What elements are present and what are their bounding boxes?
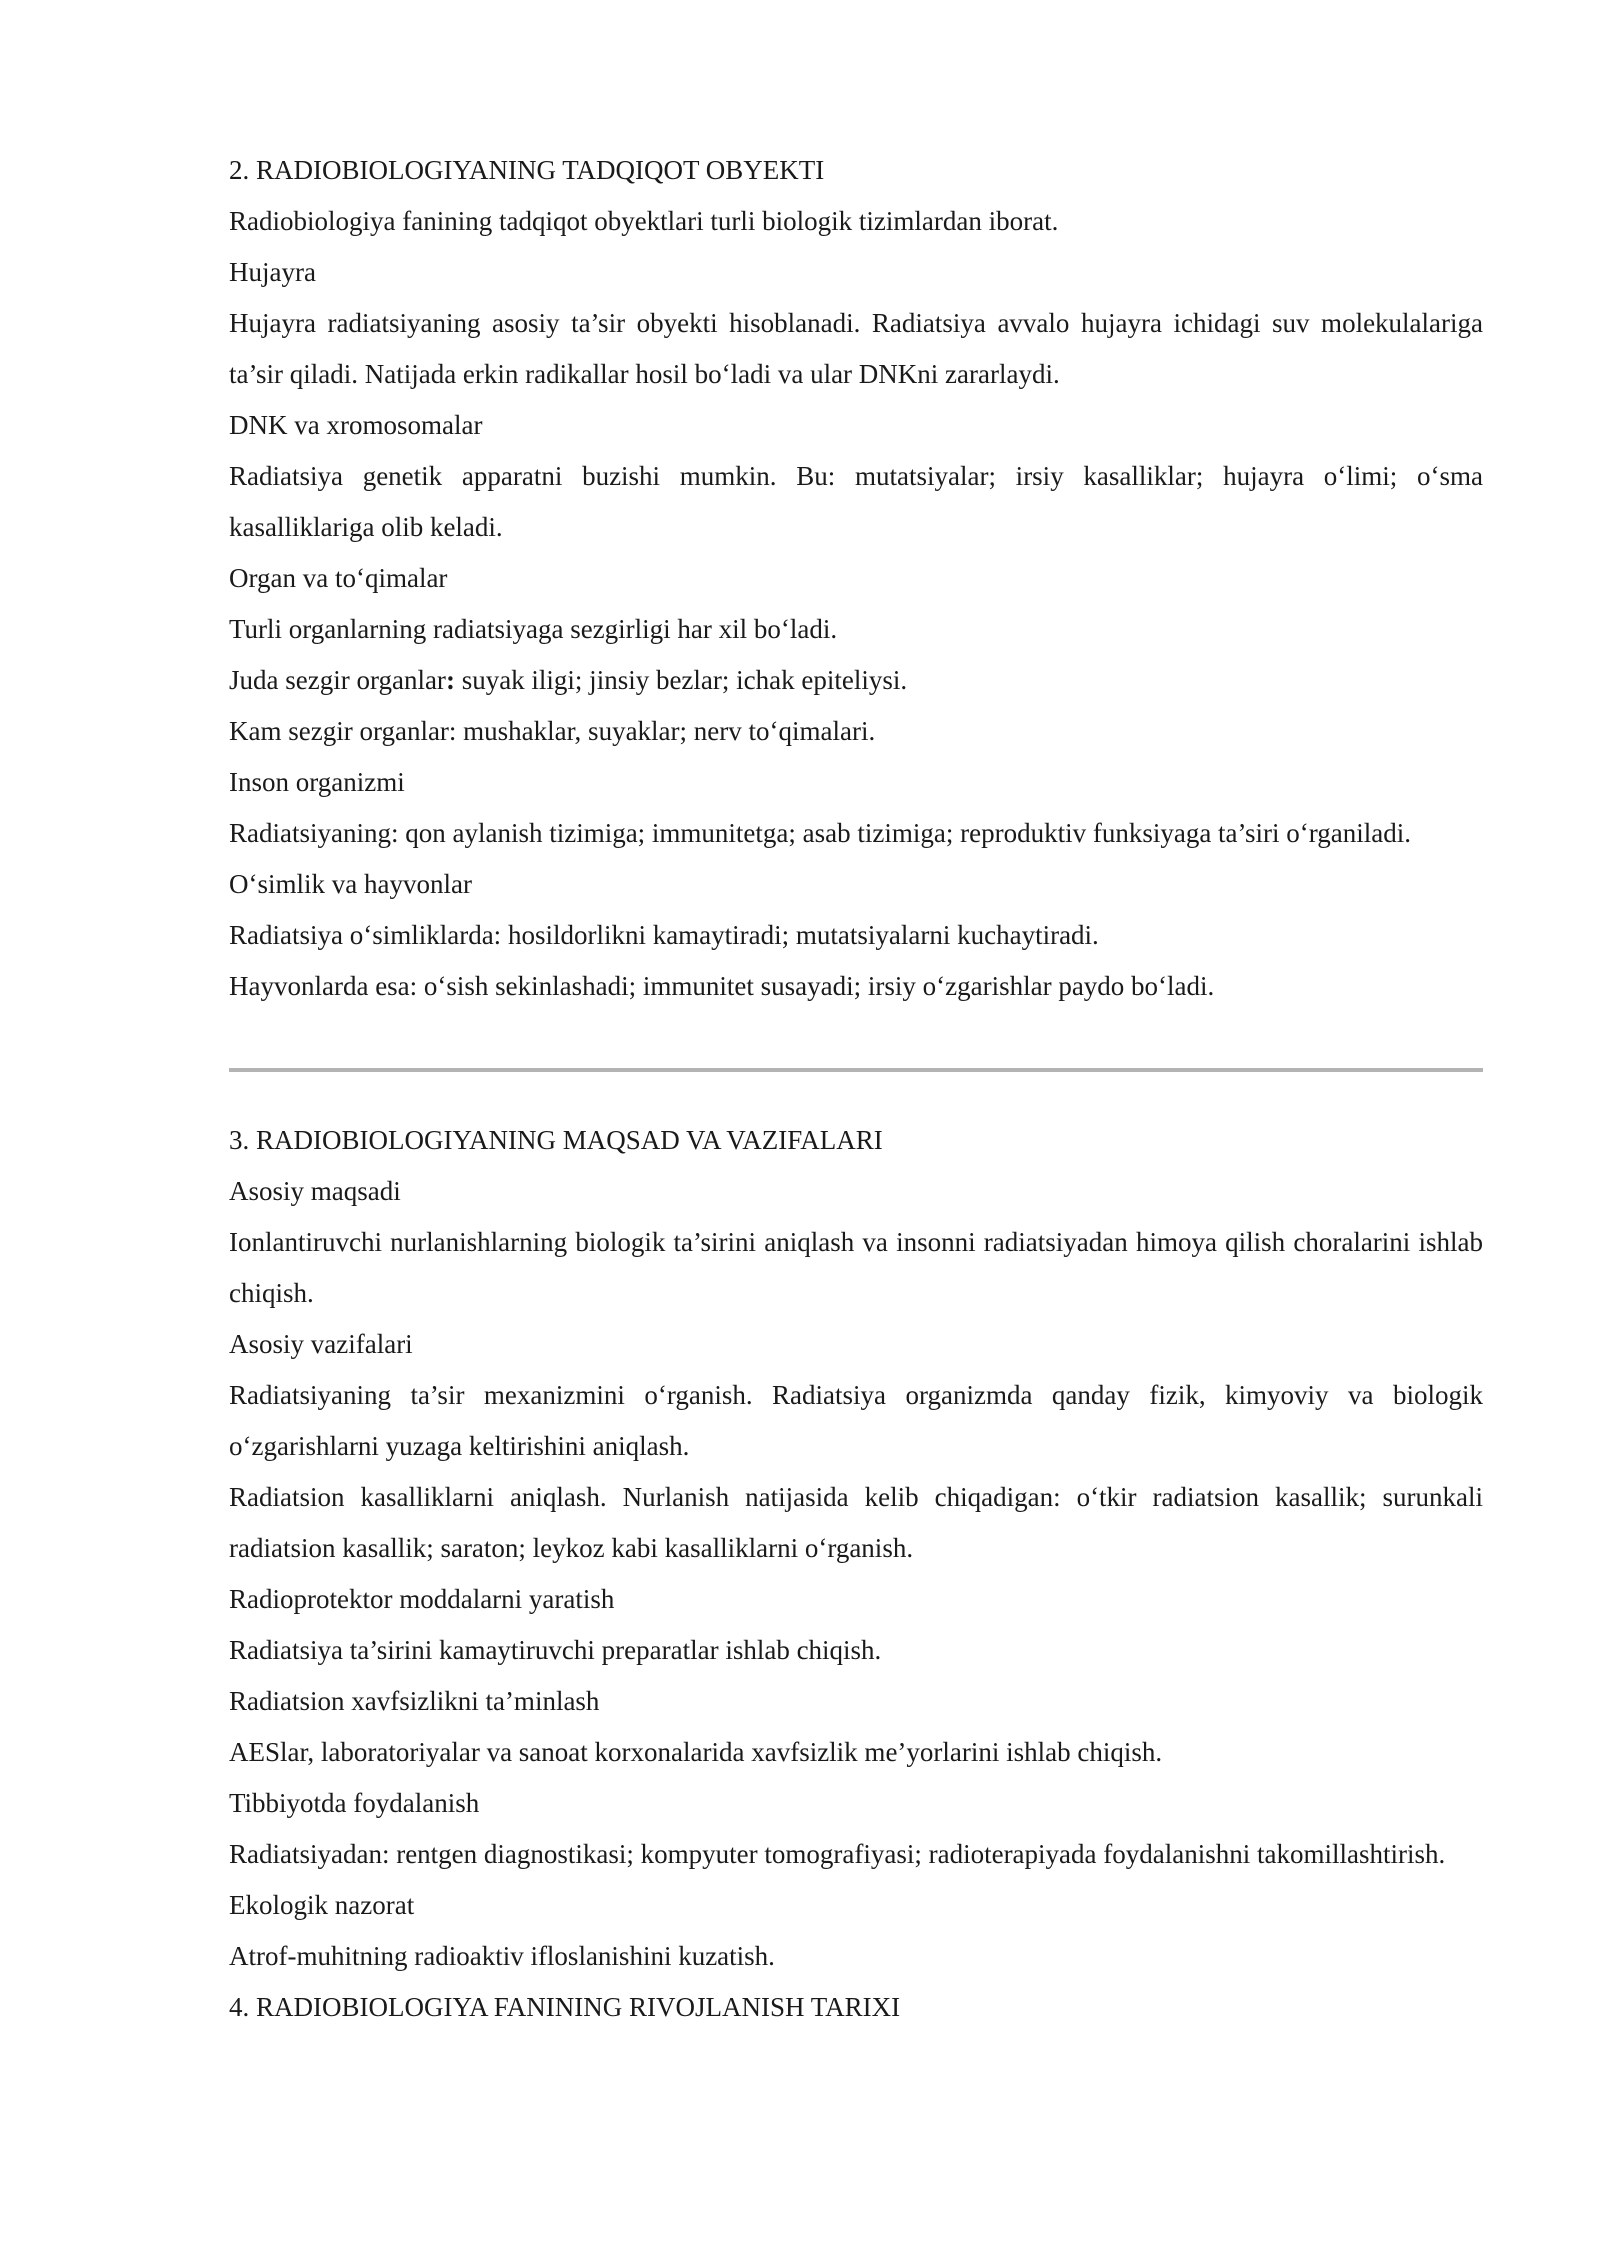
paragraph-tibbiyot: Radiatsiyadan: rentgen diagnostikasi; kompyuter tomografiyasi; radioterapiyada foydalanishni takomillashtirish.	[229, 1839, 1446, 1869]
subheading-hujayra: Hujayra	[229, 257, 316, 287]
organ-sensitive-label: Juda sezgir organlar	[229, 665, 446, 695]
section-4-heading: 4. RADIOBIOLOGIYA FANINING RIVOJLANISH TARIXI	[229, 1992, 901, 2022]
paragraph-inson: Radiatsiyaning: qon aylanish tizimiga; immunitetga; asab tizimiga; reproduktiv funksiyaga ta’siri o‘rganiladi.	[229, 818, 1412, 848]
paragraph-organ-2	[229, 655, 1483, 706]
section-3	[229, 1115, 1483, 2033]
subheading-inson: Inson organizmi	[229, 767, 405, 797]
paragraph-osimlik-2: Hayvonlarda esa: o‘sish sekinlashadi; immunitet susayadi; irsiy o‘zgarishlar paydo bo‘ladi.	[229, 971, 1215, 1001]
section-2-heading: 2. RADIOBIOLOGIYANING TADQIQOT OBYEKTI	[229, 155, 825, 185]
horizontal-divider	[229, 1068, 1483, 1072]
paragraph-xavfsizlik: AESlar, laboratoriyalar va sanoat korxonalarida xavfsizlik me’yorlarini ishlab chiqish.	[229, 1737, 1163, 1767]
subheading-xavfsizlik: Radiatsion xavfsizlikni ta’minlash	[229, 1686, 600, 1716]
paragraph-vazifa-1: Radiatsiyaning ta’sir mexanizmini o‘rganish. Radiatsiya organizmda qanday fizik, kimyoviy va biologik o‘zgarishlarni yuzaga keltirishini aniqlash.	[229, 1380, 1483, 1461]
section-3-heading: 3. RADIOBIOLOGIYANING MAQSAD VA VAZIFALARI	[229, 1125, 883, 1155]
paragraph-vazifa-2: Radiatsion kasalliklarni aniqlash. Nurlanish natijasida kelib chiqadigan: o‘tkir radiatsion kasallik; surunkali radiatsion kasallik; saraton; leykoz kabi kasalliklarni o‘rganish.	[229, 1482, 1483, 1563]
subheading-maqsad: Asosiy maqsadi	[229, 1176, 401, 1206]
organ-sensitive-list: suyak iligi; jinsiy bezlar; ichak epiteliysi.	[454, 665, 908, 695]
section-2-intro: Radiobiologiya fanining tadqiqot obyektlari turli biologik tizimlardan iborat.	[229, 206, 1059, 236]
paragraph-osimlik-1: Radiatsiya o‘simliklarda: hosildorlikni kamaytiradi; mutatsiyalarni kuchaytiradi.	[229, 920, 1099, 950]
subheading-protektor: Radioprotektor moddalarni yaratish	[229, 1584, 615, 1614]
paragraph-hujayra: Hujayra radiatsiyaning asosiy ta’sir obyekti hisoblanadi. Radiatsiya avvalo hujayra ichidagi suv molekulalariga ta’sir qiladi. Natijada erkin radikallar hosil bo‘ladi va ular DNKni zararlaydi.	[229, 308, 1483, 389]
subheading-osimlik: O‘simlik va hayvonlar	[229, 869, 472, 899]
paragraph-ekolog: Atrof-muhitning radioaktiv ifloslanishini kuzatish.	[229, 1941, 775, 1971]
subheading-vazifa: Asosiy vazifalari	[229, 1329, 413, 1359]
subheading-dnk: DNK va xromosomalar	[229, 410, 483, 440]
subheading-ekolog: Ekologik nazorat	[229, 1890, 415, 1920]
subheading-organ: Organ va to‘qimalar	[229, 563, 448, 593]
paragraph-organ-3: Kam sezgir organlar: mushaklar, suyaklar; nerv to‘qimalari.	[229, 716, 876, 746]
paragraph-dnk: Radiatsiya genetik apparatni buzishi mumkin. Bu: mutatsiyalar; irsiy kasalliklar; hujayra o‘limi; o‘sma kasalliklariga olib keladi.	[229, 461, 1483, 542]
paragraph-maqsad: Ionlantiruvchi nurlanishlarning biologik ta’sirini aniqlash va insonni radiatsiyadan himoya qilish choralarini ishlab chiqish.	[229, 1227, 1483, 1308]
paragraph-organ-1: Turli organlarning radiatsiyaga sezgirligi har xil bo‘ladi.	[229, 614, 838, 644]
section-2	[229, 145, 1483, 1012]
paragraph-protektor: Radiatsiya ta’sirini kamaytiruvchi preparatlar ishlab chiqish.	[229, 1635, 882, 1665]
organ-sensitive-colon: :	[445, 665, 455, 695]
subheading-tibbiyot: Tibbiyotda foydalanish	[229, 1788, 480, 1818]
